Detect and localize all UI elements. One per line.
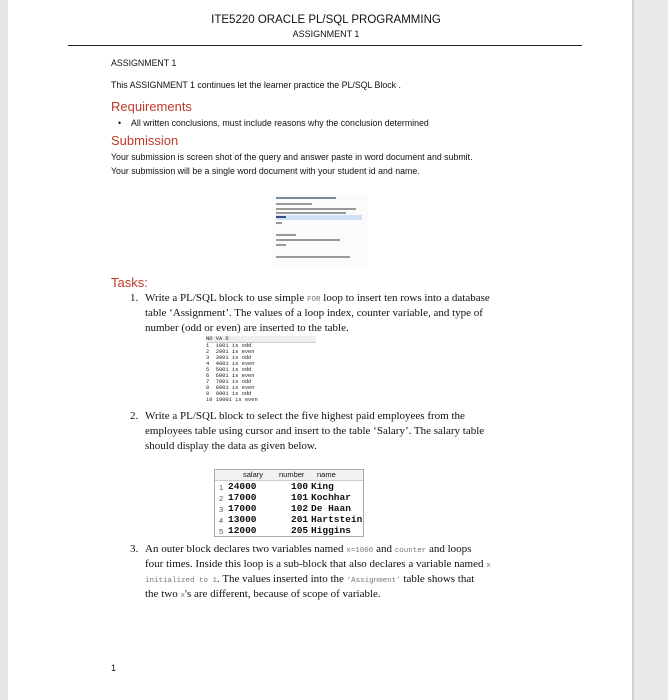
assignment-table-row: 7 7001 is odd [206,379,252,385]
name-cell: King [311,481,334,492]
submission-line-1: Your submission is screen shot of the query and answer paste in word document and submit. [111,152,473,162]
name-cell: Higgins [311,525,351,536]
task-1-number: 1. [130,292,139,304]
name-cell: Kochhar [311,492,351,503]
salary-cell: 13000 [228,514,257,525]
row-index: 1 [219,483,224,492]
number-cell: 201 [291,514,309,525]
page-left-gutter [0,0,8,700]
name-cell: Hartstein [311,514,363,525]
row-index: 4 [219,516,224,525]
task-3-line-1: An outer block declares two variables named x=1000 and counter and loops [145,543,472,555]
assignment-table-row: 3 3001 is odd [206,355,252,361]
row-index: 5 [219,527,224,536]
requirements-bullet: All written conclusions, must include reasons why the conclusion determined [131,118,429,128]
name-column-header: name [317,470,336,479]
number-column-header: number [279,470,305,479]
intro-text: This ASSIGNMENT 1 continues let the learner practice the PL/SQL Block . [111,80,401,90]
task-1-for-keyword: FOR [307,296,321,304]
salary-result-table [214,469,364,537]
task-1-line-1: Write a PL/SQL block to use simple FOR loop to insert ten rows into a database [145,292,490,304]
assignment-label: ASSIGNMENT 1 [111,58,177,68]
task-1-line-2: table ‘Assignment’. The values of a loop index, counter variable, and type of [145,307,483,319]
number-cell: 101 [291,492,309,503]
task-3-number: 3. [130,543,139,555]
requirements-bullet-marker: • [118,118,122,128]
assignment-table-row: 8 8001 is even [206,385,255,391]
row-index: 2 [219,494,224,503]
task-3-counter: counter [394,547,427,555]
tasks-heading: Tasks: [111,275,148,290]
number-cell: 100 [291,481,309,492]
salary-table-header [215,470,363,481]
task-3-x-ref: x [180,592,185,600]
header-title: ITE5220 ORACLE PL/SQL PROGRAMMING [211,14,441,26]
salary-cell: 17000 [228,492,257,503]
salary-column-header: salary [243,470,264,479]
assignment-table-row: 10 10001 is even [206,397,258,403]
requirements-heading: Requirements [111,99,192,114]
number-cell: 205 [291,525,309,536]
assignment-table-row: 9 9001 is odd [206,391,252,397]
task-3-initialized: initialized to 1 [145,577,218,585]
assignment-table-row: 5 5001 is odd [206,367,252,373]
page-number: 1 [111,663,117,673]
task-3-assignment-table: ‘Assignment’ [346,577,401,585]
salary-cell: 24000 [228,481,257,492]
assignment-table-header: NO VA D [206,336,316,343]
name-cell: De Haan [311,503,351,514]
task-2-number: 2. [130,410,139,422]
task-2-line-3: should display the data as given below. [145,440,317,452]
task-3-x-var: x [486,562,491,570]
page-right-gutter [634,0,668,700]
header-subtitle: ASSIGNMENT 1 [292,29,360,39]
sql-developer-screenshot-thumbnail [272,194,368,266]
task-3-line-2: four times. Inside this loop is a sub-block that also declares a variable named x [145,558,491,570]
row-index: 3 [219,505,224,514]
task-2-line-1: Write a PL/SQL block to select the five highest paid employees from the [145,410,465,422]
task-2-line-2: employees table using cursor and insert to the table ‘Salary’. The salary table [145,425,485,437]
header-rule [68,45,582,46]
submission-line-2: Your submission will be a single word document with your student id and name. [111,166,420,176]
task-3-line-4: the two x's are different, because of scope of variable. [145,588,381,600]
salary-cell: 17000 [228,503,257,514]
submission-heading: Submission [111,133,179,148]
assignment-table-row: 1 1001 is odd [206,343,252,349]
assignment-table-row: 2 2001 is even [206,349,255,355]
task-3-x-initial: x=1000 [346,547,374,555]
assignment-result-table [206,336,316,406]
assignment-table-row: 6 6001 is even [206,373,255,379]
task-1-line-3: number (odd or even) are inserted to the table. [145,322,349,334]
assignment-table-row: 4 4001 is even [206,361,255,367]
task-3-line-3: initialized to 1. The values inserted into the ‘Assignment’ table shows that [145,573,475,585]
salary-cell: 12000 [228,525,257,536]
number-cell: 102 [291,503,309,514]
